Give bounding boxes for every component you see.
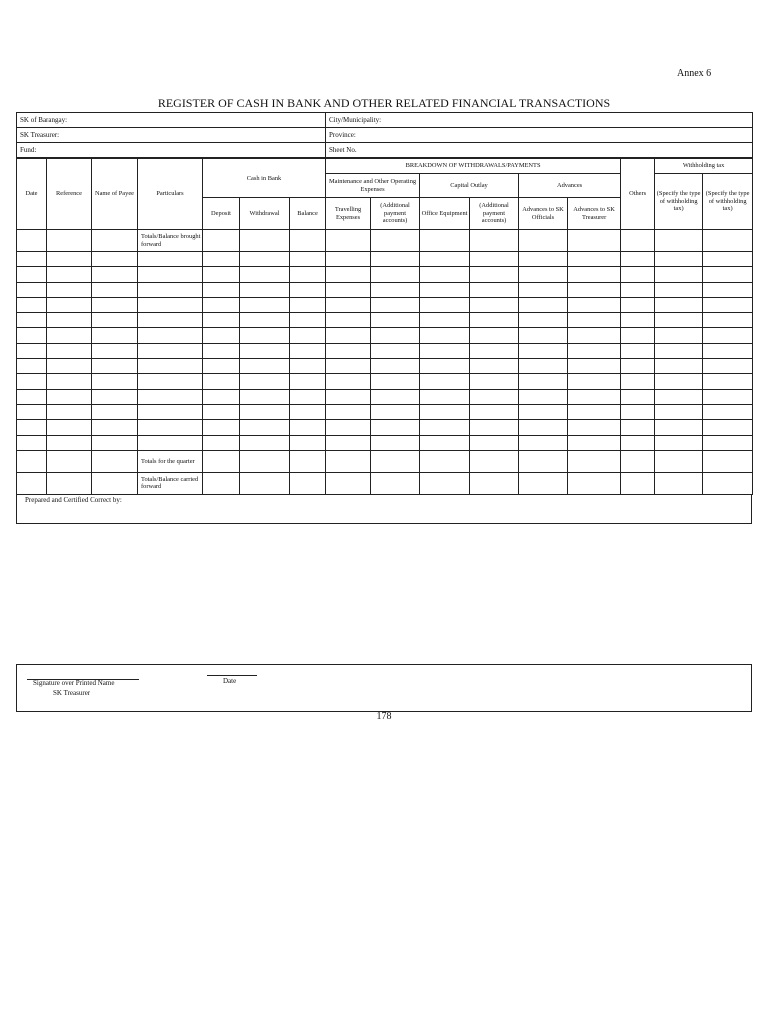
signature-box [16,664,752,712]
table-row [17,230,753,252]
table-row [17,267,753,282]
register-table [16,158,753,495]
particulars-cell: Totals for the quarter [138,450,203,472]
col-adv-treasurer: Advances to SK Treasurer [568,198,621,230]
prepared-by: Prepared and Certified Correct by: [16,494,752,524]
col-breakdown: BREAKDOWN OF WITHDRAWALS/PAYMENTS [326,159,621,174]
col-withholding: Withholding tax [655,159,753,174]
col-additional-1: (Additional payment accounts) [371,198,420,230]
col-office-equipment: Office Equipment [420,198,470,230]
particulars-cell: Totals/Balance carried forward [138,472,203,494]
date-label: Date [223,677,237,685]
col-balance: Balance [290,198,326,230]
header-fields-table [16,112,753,158]
table-row [17,297,753,312]
treasurer-field: SK Treasurer: [17,128,326,143]
province-field: Province: [326,128,753,143]
table-row [17,359,753,374]
signature-label: Signature over Printed Name [33,679,115,687]
table-row [17,389,753,404]
col-additional-2: (Additional payment accounts) [470,198,519,230]
table-row [17,343,753,358]
table-row [17,313,753,328]
particulars-cell: Totals/Balance brought forward [138,230,203,252]
col-others: Others [621,159,655,230]
col-withdrawal: Withdrawal [240,198,290,230]
col-adv-officials: Advances to SK Officials [519,198,568,230]
signature-role: SK Treasurer [53,689,91,697]
table-row [17,282,753,297]
barangay-field: SK of Barangay: [17,113,326,128]
col-capital-outlay: Capital Outlay [420,174,519,198]
col-mooe: Maintenance and Other Operating Expenses [326,174,420,198]
col-reference: Reference [47,159,92,230]
col-payee: Name of Payee [92,159,138,230]
col-deposit: Deposit [203,198,240,230]
col-particulars: Particulars [138,159,203,230]
page-number: 178 [376,711,392,722]
sheet-field: Sheet No. [326,143,753,158]
table-row [17,328,753,343]
city-field: City/Municipality: [326,113,753,128]
table-row [17,252,753,267]
table-row [17,420,753,435]
date-line [207,675,257,676]
fund-field: Fund: [17,143,326,158]
table-row [17,374,753,389]
table-row [17,435,753,450]
col-advances: Advances [519,174,621,198]
table-row [17,404,753,419]
table-row [17,472,753,494]
register-title: REGISTER OF CASH IN BANK AND OTHER RELATED FINANCIAL TRANSACTIONS [157,96,611,110]
table-row [17,450,753,472]
col-date: Date [17,159,47,230]
col-travelling: Travelling Expenses [326,198,371,230]
col-wtax-1: (Specify the type of withholding tax) [655,174,703,230]
annex-label: Annex 6 [677,68,712,79]
col-cash-in-bank: Cash in Bank [203,159,326,198]
col-wtax-2: (Specify the type of withholding tax) [703,174,753,230]
